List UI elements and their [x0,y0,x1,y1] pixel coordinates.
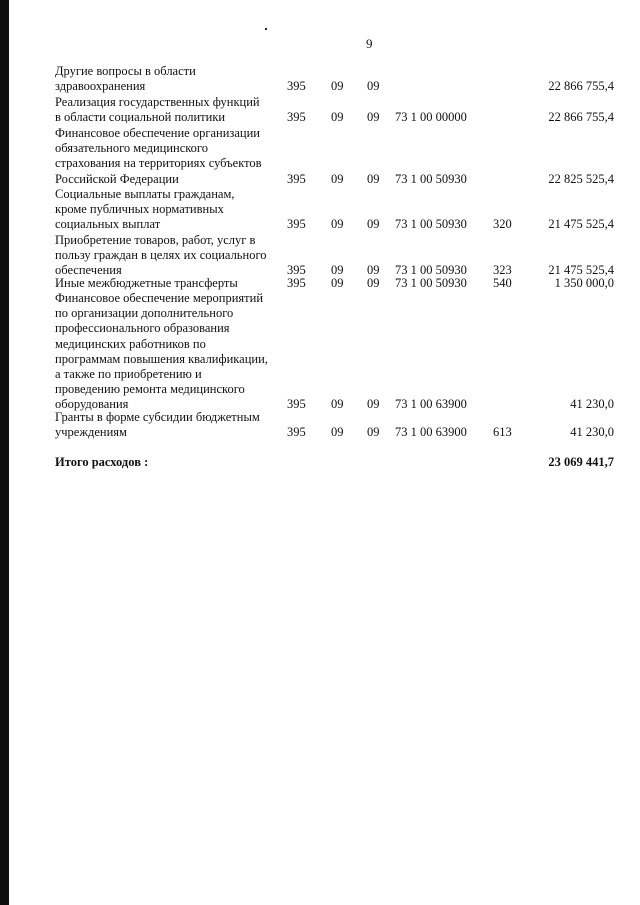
description-line: Финансовое обеспечение мероприятий [55,291,264,305]
target-article-code: 73 1 00 63900 [395,397,467,412]
row-description [55,233,285,279]
description-line: пользу граждан в целях их социального [55,248,267,263]
section-code: 09 [331,217,344,232]
dept-code: 395 [287,171,306,186]
description-line: Гранты в форме субсидии бюджетным [55,410,260,424]
amount: 41 230,0 [570,397,614,412]
section-code: 09 [331,263,344,278]
target-article-code: 73 1 00 00000 [395,110,467,125]
page-number: 9 [366,36,373,51]
subsection-code: 09 [367,79,380,94]
amount: 22 825 525,4 [548,171,614,186]
description-line: учреждениям [55,425,127,440]
description-line: проведению ремонта медицинского [55,382,245,397]
dept-code: 395 [287,425,306,440]
description-line: медицинских работников по [55,336,206,351]
description-line: по организации дополнительного [55,306,234,321]
description-line: программам повышения квалификации, [55,351,268,366]
expense-type-code: 540 [493,276,512,290]
amount: 1 350 000,0 [554,276,614,290]
subsection-code: 09 [367,276,380,290]
section-code: 09 [331,79,344,94]
row-description [55,187,285,233]
subsection-code: 09 [367,171,380,186]
scan-speck [265,28,267,30]
amount: 21 475 525,4 [548,263,614,278]
description-line: профессионального образования [55,321,230,336]
description-line: страхования на территориях субъектов [55,156,262,171]
total-sum: 23 069 441,7 [548,455,614,469]
subsection-code: 09 [367,397,380,412]
row-description [55,276,285,291]
dept-code: 395 [287,217,306,232]
target-article-code: 73 1 00 50930 [395,263,467,278]
description-line: Социальные выплаты гражданам, [55,187,235,201]
row-description [55,64,285,94]
amount: 41 230,0 [570,425,614,440]
description-line: Иные межбюджетные трансферты [55,276,238,290]
description-line: а также по приобретению и [55,367,202,382]
section-code: 09 [331,397,344,412]
amount: 22 866 755,4 [548,79,614,94]
scan-edge [0,0,9,905]
section-code: 09 [331,110,344,125]
dept-code: 395 [287,110,306,125]
dept-code: 395 [287,276,306,290]
description-line: социальных выплат [55,217,161,232]
description-line: обеспечения [55,263,122,278]
amount: 21 475 525,4 [548,217,614,232]
description-line: оборудования [55,397,129,412]
description-line: обязательного медицинского [55,141,209,156]
target-article-code: 73 1 00 63900 [395,425,467,440]
expense-type-code: 320 [493,217,512,232]
description-line: кроме публичных нормативных [55,202,224,217]
subsection-code: 09 [367,425,380,440]
description-line: Реализация государственных функций [55,95,260,109]
dept-code: 395 [287,263,306,278]
description-line: Финансовое обеспечение организации [55,126,260,140]
total-label: Итого расходов : [55,455,149,469]
row-description [55,126,285,187]
section-code: 09 [331,171,344,186]
description-line: Российской Федерации [55,171,179,186]
row-description [55,291,285,413]
section-code: 09 [331,425,344,440]
expense-type-code: 323 [493,263,512,278]
subsection-code: 09 [367,110,380,125]
row-description [55,95,285,125]
dept-code: 395 [287,397,306,412]
description-line: Другие вопросы в области [55,64,196,78]
dept-code: 395 [287,79,306,94]
section-code: 09 [331,276,344,290]
target-article-code: 73 1 00 50930 [395,217,467,232]
amount: 22 866 755,4 [548,110,614,125]
subsection-code: 09 [367,217,380,232]
description-line: в области социальной политики [55,110,226,125]
target-article-code: 73 1 00 50930 [395,171,467,186]
description-line: здравоохранения [55,79,146,94]
description-line: Приобретение товаров, работ, услуг в [55,233,256,247]
expense-type-code: 613 [493,425,512,440]
subsection-code: 09 [367,263,380,278]
target-article-code: 73 1 00 50930 [395,276,467,290]
row-description [55,410,285,440]
